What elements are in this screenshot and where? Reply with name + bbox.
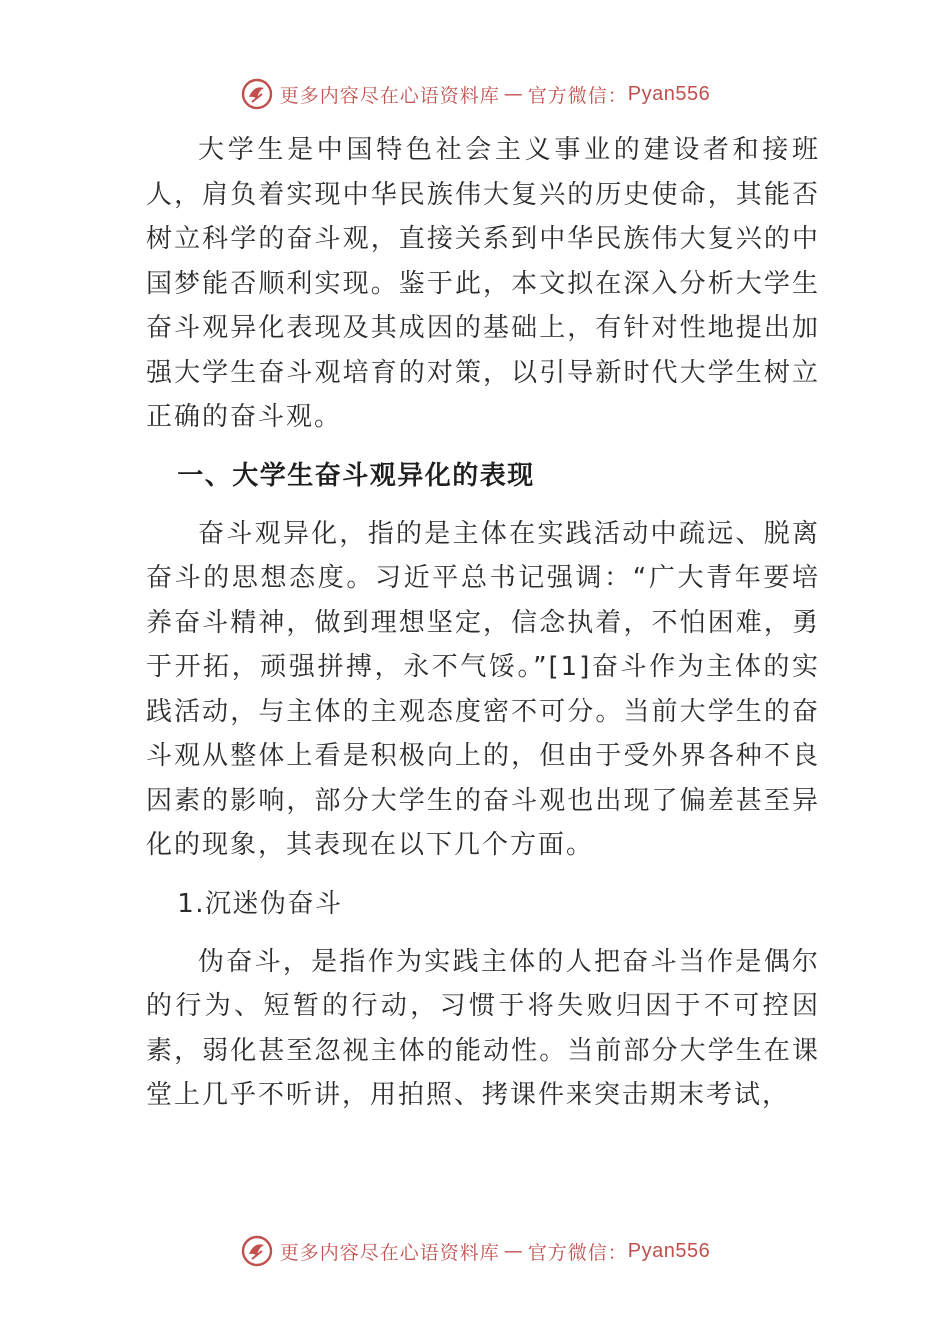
section-heading: 一、大学生奋斗观异化的表现 bbox=[177, 460, 535, 491]
watermark-separator: — bbox=[503, 83, 524, 105]
watermark-separator: — bbox=[503, 1240, 524, 1262]
watermark-contact-id: Pyan556 bbox=[627, 82, 711, 105]
document-body bbox=[146, 128, 820, 1118]
footer-watermark bbox=[0, 1233, 950, 1269]
watermark-text: 更多内容尽在心语资料库 bbox=[279, 1241, 500, 1264]
watermark-text: 更多内容尽在心语资料库 bbox=[279, 84, 500, 107]
paragraph-pseudo-struggle: 伪奋斗，是指作为实践主体的人把奋斗当作是偶尔的行为、短暂的行动，习惯于将失败归因于不可控因素，弱化甚至忽视主体的能动性。当前部分大学生在课堂上几乎不听讲，用拍照、拷课件来突击期末考试， bbox=[146, 946, 820, 1110]
watermark-contact-label: 官方微信： bbox=[527, 1241, 628, 1264]
watermark-contact-id: Pyan556 bbox=[627, 1239, 711, 1262]
paragraph-alienation: 奋斗观异化，指的是主体在实践活动中疏远、脱离奋斗的思想态度。习近平总书记强调：“广大青年要培养奋斗精神，做到理想坚定，信念执着，不怕困难，勇于开拓，顽强拼搏，永不气馁。”[1]奋斗作为主体的实践活动，与主体的主观态度密不可分。当前大学生的奋斗观从整体上看是积极向上的，但由于受外界各种不良因素的影响，部分大学生的奋斗观也出现了偏差甚至异化的现象，其表现在以下几个方面。 bbox=[146, 518, 820, 860]
paragraph-intro: 大学生是中国特色社会主义事业的建设者和接班人，肩负着实现中华民族伟大复兴的历史使命，其能否树立科学的奋斗观，直接关系到中华民族伟大复兴的中国梦能否顺利实现。鉴于此，本文拟在深入分析大学生奋斗观异化表现及其成因的基础上，有针对性地提出加强大学生奋斗观培育的对策，以引导新时代大学生树立正确的奋斗观。 bbox=[146, 135, 820, 432]
watermark-contact-label: 官方微信： bbox=[527, 84, 628, 107]
seal-logo-icon bbox=[240, 1234, 274, 1268]
subsection-heading: 1.沉迷伪奋斗 bbox=[177, 888, 343, 919]
header-watermark bbox=[0, 76, 950, 112]
seal-logo-icon bbox=[240, 77, 274, 111]
